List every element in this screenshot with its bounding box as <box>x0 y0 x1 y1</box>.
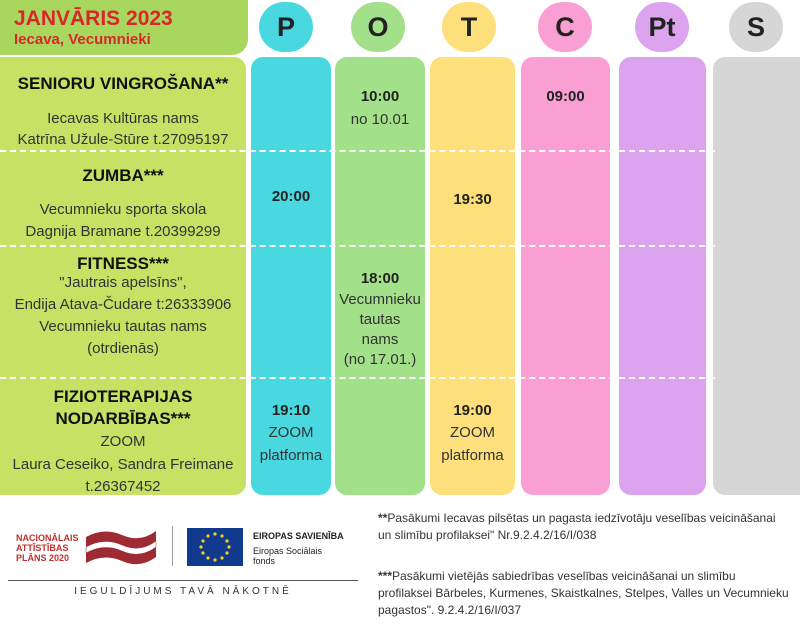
activity-title-fizio-2: NODARBĪBAS*** <box>55 409 191 428</box>
activity-place-zumba: Vecumnieku sporta skola <box>39 201 207 218</box>
footnote-2 <box>378 568 790 619</box>
day-header-p: P <box>259 2 313 52</box>
day-header-pt: Pt <box>635 2 689 52</box>
time-zumba-p: 20:00 <box>271 188 311 205</box>
eu-fund-line2: fonds <box>253 556 276 566</box>
note-seniori-o: no 10.01 <box>350 111 410 128</box>
note-fitness-o-4: (no 17.01.) <box>343 351 417 368</box>
row-divider <box>0 245 715 247</box>
footnote-1-text: Pasākumi Iecavas pilsētas un pagasta iedzīvotāju veselības veicināšanai un slimību profilaksei" Nr.9.2.4.2/16/I/038 <box>378 511 776 542</box>
note-fizio-t-2: platforma <box>441 447 504 464</box>
day-header-s: S <box>729 2 783 52</box>
nap-logo-line2: ATTĪSTĪBAS <box>16 543 69 553</box>
column-pt <box>619 57 706 495</box>
note-fizio-p-2: platforma <box>259 447 323 464</box>
activity-note-fitness: (otrdienās) <box>87 340 159 357</box>
slogan: IEGULDĪJUMS TAVĀ NĀKOTNĒ <box>74 586 292 597</box>
time-zumba-t: 19:30 <box>453 191 492 208</box>
time-seniori-o: 10:00 <box>360 88 400 105</box>
activity-contact-fitness: Endija Atava-Čudare t:26333906 <box>14 296 232 313</box>
activity-title-fitness: FITNESS*** <box>77 254 169 273</box>
activity-venue-fitness: Vecumnieku tautas nams <box>39 318 207 335</box>
activity-contact-fizio: Laura Ceseiko, Sandra Freimane <box>12 456 234 473</box>
note-fitness-o-2: tautas <box>359 311 401 328</box>
activity-title-seniori: SENIORU VINGROŠANA** <box>17 74 229 93</box>
eu-fund-line1: Eiropas Sociālais <box>253 546 323 556</box>
activity-contact-seniori: Katrīna Užule-Stūre t.27095197 <box>17 131 229 148</box>
day-header-c: C <box>538 2 592 52</box>
note-fitness-o-1: Vecumnieku <box>339 291 421 308</box>
footnote-1 <box>378 510 790 544</box>
activity-title-fizio-1: FIZIOTERAPIJAS <box>53 387 193 406</box>
activity-place-fitness: "Jautrais apelsīns", <box>59 274 187 291</box>
day-header-t: T <box>442 2 496 52</box>
column-s <box>713 57 800 495</box>
activity-place-fizio: ZOOM <box>100 433 146 450</box>
nap-logo-line1: NACIONĀLAIS <box>16 533 79 543</box>
footnote-2-mark: *** <box>378 569 393 583</box>
logo-divider <box>172 526 173 566</box>
time-fitness-o: 18:00 <box>360 270 400 287</box>
activity-contact-zumba: Dagnija Bramane t.20399299 <box>25 223 221 240</box>
nap-logo-line3: PLĀNS 2020 <box>16 553 70 563</box>
row-divider <box>0 377 715 379</box>
time-fizio-p: 19:10 <box>271 402 311 419</box>
row-divider <box>0 150 715 152</box>
eu-flag-icon <box>187 528 243 566</box>
time-fizio-t: 19:00 <box>453 402 492 419</box>
time-seniori-c: 09:00 <box>546 88 585 105</box>
page-subtitle: Iecava, Vecumnieki <box>14 31 151 48</box>
activity-title-zumba: ZUMBA*** <box>82 166 164 185</box>
day-header-o: O <box>351 2 405 52</box>
note-fitness-o-3: nams <box>361 331 399 348</box>
activity-phone-fizio: t.26367452 <box>85 478 161 495</box>
note-fizio-p-1: ZOOM <box>268 424 314 441</box>
footer-rule <box>8 580 358 581</box>
page-title: JANVĀRIS 2023 <box>14 7 173 30</box>
latvia-flag-logo <box>84 525 158 565</box>
note-fizio-t-1: ZOOM <box>450 424 495 441</box>
column-c <box>521 57 610 495</box>
footnote-1-mark: ** <box>378 511 388 525</box>
activity-place-seniori: Iecavas Kultūras nams <box>47 110 199 127</box>
footnote-2-text: Pasākumi vietējās sabiedrības veselības veicināšanai un slimību profilaksei Bārbeles, Kurmenes, Skaistkalnes, Stelpes, Valles un Vecumnieku pagastos". 9.2.4.2/16/I/037 <box>378 569 789 617</box>
eu-title: EIROPAS SAVIENĪBA <box>253 531 344 541</box>
